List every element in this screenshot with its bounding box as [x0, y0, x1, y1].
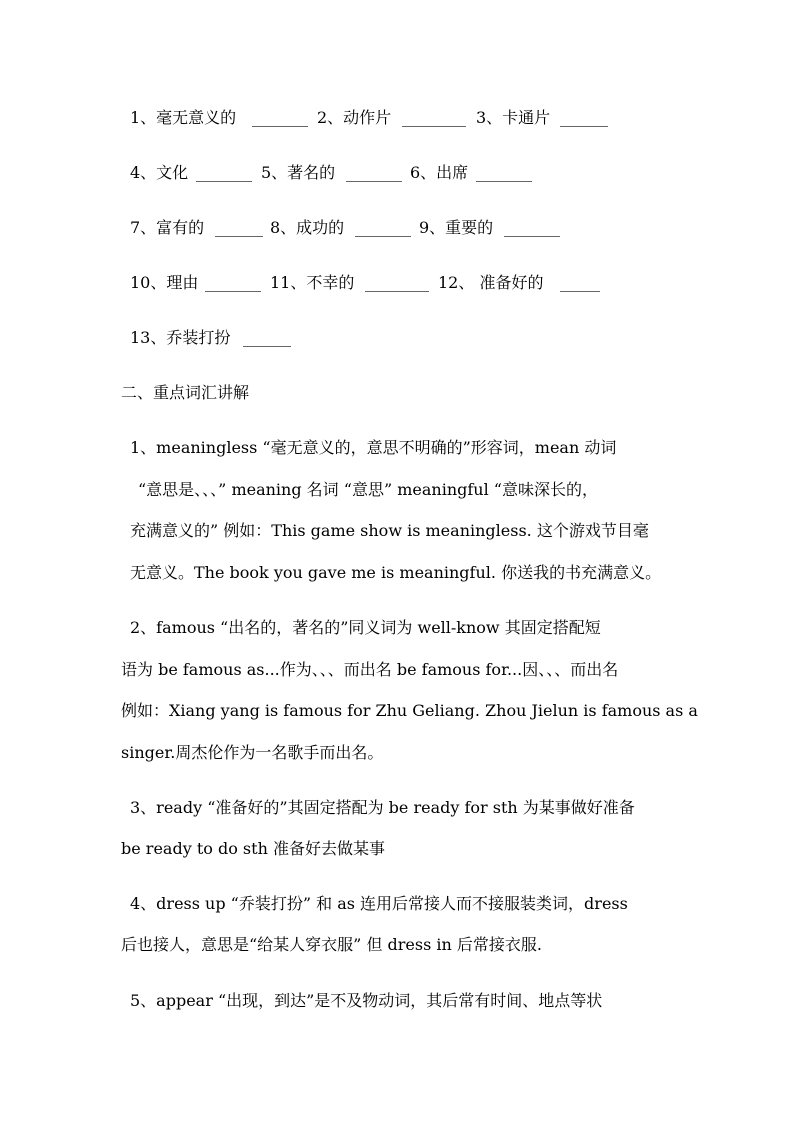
exercise-row-3 [0, 215, 794, 241]
exercise-item-9: 9、重要的 [419, 218, 494, 237]
exercise-item-4: 4、文化 [130, 163, 189, 182]
note-2-line-2: 语为 be famous as...作为、、、而出名 be famous for...因、、、而出名 [121, 660, 619, 679]
exercise-item-7: 7、富有的 [130, 218, 205, 237]
exercise-item-10: 10、理由 [130, 273, 199, 292]
exercise-item-2: 2、动作片 [317, 108, 392, 127]
answer-blank-3[interactable]: ______ [560, 108, 608, 127]
answer-blank-1[interactable]: _______ [252, 108, 308, 127]
answer-blank-9[interactable]: _______ [504, 218, 560, 237]
exercise-item-1: 1、毫无意义的 [130, 108, 237, 127]
answer-blank-12[interactable]: _____ [560, 273, 600, 292]
note-1-line-3: 充满意义的” 例如：This game show is meaningless. 这个游戏节目毫 [130, 521, 649, 540]
note-3-line-1: 3、ready “准备好的”其固定搭配为 be ready for sth 为某事做好准备 [130, 798, 635, 817]
note-4-line-2: 后也接人，意思是“给某人穿衣服” 但 dress in 后常接衣服. [121, 935, 542, 954]
answer-blank-8[interactable]: _______ [355, 218, 411, 237]
exercise-row-2 [0, 160, 794, 186]
exercise-item-5: 5、著名的 [261, 163, 336, 182]
note-5-line-1: 5、appear “出现，到达”是不及物动词，其后常有时间、地点等状 [130, 991, 603, 1010]
exercise-item-13: 13、乔装打扮 [130, 328, 231, 347]
note-2-line-3: 例如：Xiang yang is famous for Zhu Geliang. Zhou Jielun is famous as a [121, 701, 698, 720]
exercise-row-4 [0, 270, 794, 296]
note-1-line-1: 1、meaningless “毫无意义的，意思不明确的”形容词，mean 动词 [130, 438, 617, 457]
answer-blank-11[interactable]: ________ [365, 273, 429, 292]
section-heading-text: 二、重点词汇讲解 [121, 383, 250, 402]
note-1-line-2: “意思是、、、” meaning 名词 “意思” meaningful “意味深长的， [138, 480, 598, 499]
answer-blank-4[interactable]: _______ [196, 163, 252, 182]
exercise-row-1 [0, 105, 794, 131]
answer-blank-2[interactable]: ________ [402, 108, 466, 127]
exercise-item-3: 3、卡通片 [476, 108, 551, 127]
exercise-item-12: 12、 准备好的 [438, 273, 544, 292]
section-heading [0, 380, 794, 406]
answer-blank-5[interactable]: _______ [346, 163, 402, 182]
note-2-line-1: 2、famous “出名的，著名的”同义词为 well-know 其固定搭配短 [130, 618, 601, 637]
answer-blank-10[interactable]: _______ [205, 273, 261, 292]
answer-blank-6[interactable]: _______ [476, 163, 532, 182]
exercise-item-8: 8、成功的 [270, 218, 345, 237]
exercise-row-5 [0, 325, 794, 351]
note-1-line-4: 无意义。The book you gave me is meaningful. 你送我的书充满意义。 [130, 563, 662, 582]
note-4-line-1: 4、dress up “乔装打扮” 和 as 连用后常接人而不接服装类词，dress [130, 894, 628, 913]
note-2-line-4: singer.周杰伦作为一名歌手而出名。 [121, 743, 384, 762]
note-3-line-2: be ready to do sth 准备好去做某事 [121, 839, 385, 858]
exercise-item-6: 6、出席 [410, 163, 469, 182]
answer-blank-7[interactable]: ______ [215, 218, 263, 237]
answer-blank-13[interactable]: ______ [243, 328, 291, 347]
exercise-item-11: 11、不幸的 [270, 273, 355, 292]
